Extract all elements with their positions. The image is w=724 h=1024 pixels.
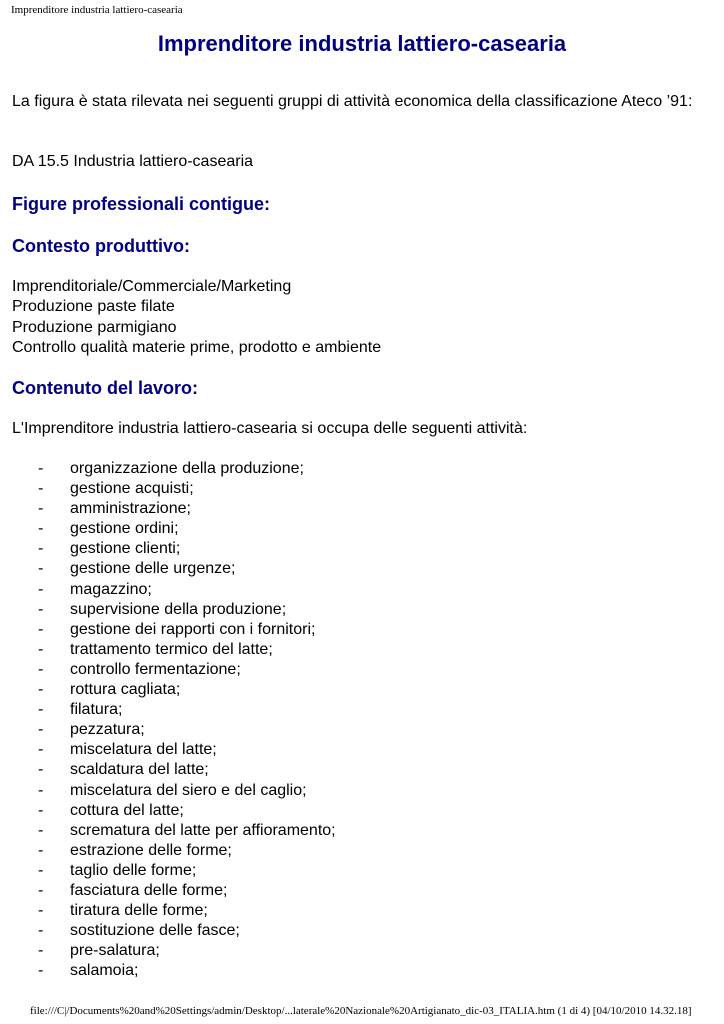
bullet-dash: - (38, 660, 44, 678)
activity-item (12, 901, 336, 921)
activity-text: tiratura delle forme; (70, 902, 208, 920)
contesto-item: Controllo qualità materie prime, prodotto e ambiente (12, 338, 382, 356)
activity-text: cottura del latte; (70, 801, 184, 819)
activity-item (12, 459, 336, 479)
activity-text: rottura cagliata; (70, 681, 181, 699)
activity-text: salamoia; (70, 962, 139, 980)
activity-item (12, 881, 336, 901)
activity-text: gestione delle urgenze; (70, 560, 236, 578)
activity-list (12, 459, 336, 981)
bullet-dash: - (38, 902, 44, 920)
activity-item (12, 559, 336, 579)
heading-contenuto-lavoro: Contenuto del lavoro: (12, 378, 198, 398)
bullet-dash: - (38, 520, 44, 538)
activity-item (12, 539, 336, 559)
bullet-dash: - (38, 962, 44, 980)
activity-item (12, 760, 336, 780)
bullet-dash: - (38, 861, 44, 879)
activity-text: fasciatura delle forme; (70, 881, 228, 899)
contesto-item: Produzione paste filate (12, 298, 175, 316)
activity-text: magazzino; (70, 580, 152, 598)
bullet-dash: - (38, 580, 44, 598)
bullet-dash: - (38, 881, 44, 899)
activity-item (12, 921, 336, 941)
bullet-dash: - (38, 540, 44, 558)
activity-item (12, 600, 336, 620)
bullet-dash: - (38, 821, 44, 839)
bullet-dash: - (38, 942, 44, 960)
bullet-dash: - (38, 640, 44, 658)
activity-item (12, 941, 336, 961)
bullet-dash: - (38, 500, 44, 518)
print-header-title: Imprenditore industria lattiero-casearia (11, 4, 183, 16)
activity-item (12, 781, 336, 801)
activity-text: pre-salatura; (70, 942, 160, 960)
bullet-dash: - (38, 761, 44, 779)
activity-text: scaldatura del latte; (70, 761, 209, 779)
activity-item (12, 801, 336, 821)
activity-text: filatura; (70, 701, 123, 719)
activity-text: miscelatura del siero e del caglio; (70, 781, 307, 799)
activity-item (12, 720, 336, 740)
ateco-code: DA 15.5 Industria lattiero-casearia (12, 153, 254, 170)
activity-item (12, 680, 336, 700)
bullet-dash: - (38, 701, 44, 719)
activity-text: gestione dei rapporti con i fornitori; (70, 620, 316, 638)
activity-text: miscelatura del latte; (70, 741, 217, 759)
bullet-dash: - (38, 781, 44, 799)
activity-text: pezzatura; (70, 721, 145, 739)
activity-text: gestione acquisti; (70, 480, 194, 498)
heading-figure-contigue: Figure professionali contigue: (12, 194, 271, 214)
activity-item (12, 479, 336, 499)
page-title: Imprenditore industria lattiero-casearia (157, 31, 567, 56)
bullet-dash: - (38, 721, 44, 739)
bullet-dash: - (38, 741, 44, 759)
print-footer-path: file:///C|/Documents%20and%20Settings/admin/Desktop/...laterale%20Nazionale%20Artigianato_dic-03_ITALIA.htm (1 di 4) [04/10/2010 14.32.18] (30, 1005, 692, 1017)
activity-text: supervisione della produzione; (70, 600, 287, 618)
activity-item (12, 700, 336, 720)
activity-text: controllo fermentazione; (70, 660, 241, 678)
activity-item (12, 620, 336, 640)
activity-text: trattamento termico del latte; (70, 640, 273, 658)
bullet-dash: - (38, 841, 44, 859)
activity-text: gestione clienti; (70, 540, 181, 558)
contesto-item: Imprenditoriale/Commerciale/Marketing (12, 278, 292, 295)
activity-text: estrazione delle forme; (70, 841, 232, 859)
contesto-list (12, 277, 381, 358)
activity-text: taglio delle forme; (70, 861, 197, 879)
activity-item (12, 519, 336, 539)
bullet-dash: - (38, 681, 44, 699)
activity-item (12, 580, 336, 600)
activity-text: gestione ordini; (70, 520, 179, 538)
activity-text: scrematura del latte per affioramento; (70, 821, 336, 839)
activity-item (12, 499, 336, 519)
bullet-dash: - (38, 801, 44, 819)
bullet-dash: - (38, 922, 44, 940)
activity-text: sostituzione delle fasce; (70, 922, 240, 940)
activity-item (12, 861, 336, 881)
bullet-dash: - (38, 560, 44, 578)
activity-item (12, 841, 336, 861)
bullet-dash: - (38, 600, 44, 618)
activity-item (12, 640, 336, 660)
activity-item (12, 740, 336, 760)
activity-item (12, 660, 336, 680)
activity-item (12, 961, 336, 981)
bullet-dash: - (38, 620, 44, 638)
contenuto-intro: L'Imprenditore industria lattiero-casearia si occupa delle seguenti attività: (12, 420, 528, 437)
contesto-item: Produzione parmigiano (12, 318, 177, 336)
activity-text: amministrazione; (70, 500, 191, 518)
bullet-dash: - (38, 460, 44, 477)
bullet-dash: - (38, 480, 44, 498)
activity-item (12, 821, 336, 841)
intro-paragraph: La figura è stata rilevata nei seguenti gruppi di attività economica della classificazione Ateco ’91: (12, 93, 693, 110)
activity-text: organizzazione della produzione; (70, 460, 304, 477)
heading-contesto-produttivo: Contesto produttivo: (12, 236, 190, 256)
